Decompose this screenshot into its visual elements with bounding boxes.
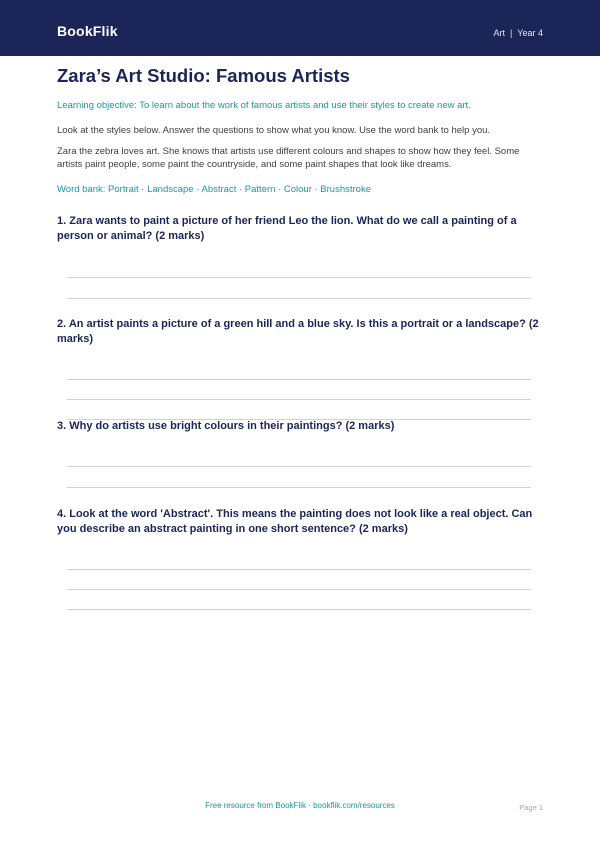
answer-line-q1-2[interactable] [67,298,531,299]
answer-line-q3-2[interactable] [67,487,531,488]
answer-line-q4-1[interactable] [67,569,531,570]
answer-line-q3-1[interactable] [67,466,531,467]
instructions: Look at the styles below. Answer the questions to show what you know. Use the word bank to help you. [57,125,491,136]
learning-objective: Learning objective: To learn about the work of famous artists and use their styles to create new art. [57,100,471,111]
page-title: Zara’s Art Studio: Famous Artists [57,65,350,86]
separator: | [509,28,513,38]
intro-paragraph: Zara the zebra loves art. She knows that artists use different colours and shapes to show how they feel. Some artists paint people, some paint the countryside, and some paint shapes that look like dreams. [57,146,520,170]
subject-label: Art [493,28,505,38]
subject-year-label [493,27,543,39]
answer-line-q2-2[interactable] [67,399,531,400]
question-4: 4. Look at the word 'Abstract'. This means the painting does not look like a real object. Can you describe an abstract painting in one short sentence? (2 marks) [57,508,533,535]
question-2: 2. An artist paints a picture of a green hill and a blue sky. Is this a portrait or a landscape? (2 marks) [57,318,539,345]
answer-line-q4-2[interactable] [67,589,531,590]
question-1: 1. Zara wants to paint a picture of her friend Leo the lion. What do we call a painting of a person or animal? (2 marks) [57,215,517,242]
year-label: Year 4 [517,28,543,38]
page-number: Page 1 [519,803,543,812]
brand-logo-text: BookFlik [57,23,118,39]
answer-line-q1-1[interactable] [67,277,531,278]
answer-line-q2-1[interactable] [67,379,531,380]
question-3: 3. Why do artists use bright colours in their paintings? (2 marks) [57,420,395,432]
answer-line-q4-3[interactable] [67,609,531,610]
word-bank: Word bank: Portrait · Landscape · Abstract · Pattern · Colour · Brushstroke [57,184,371,195]
header-bar [0,0,600,56]
footer-text: Free resource from BookFlik · bookflik.com/resources [205,801,395,810]
